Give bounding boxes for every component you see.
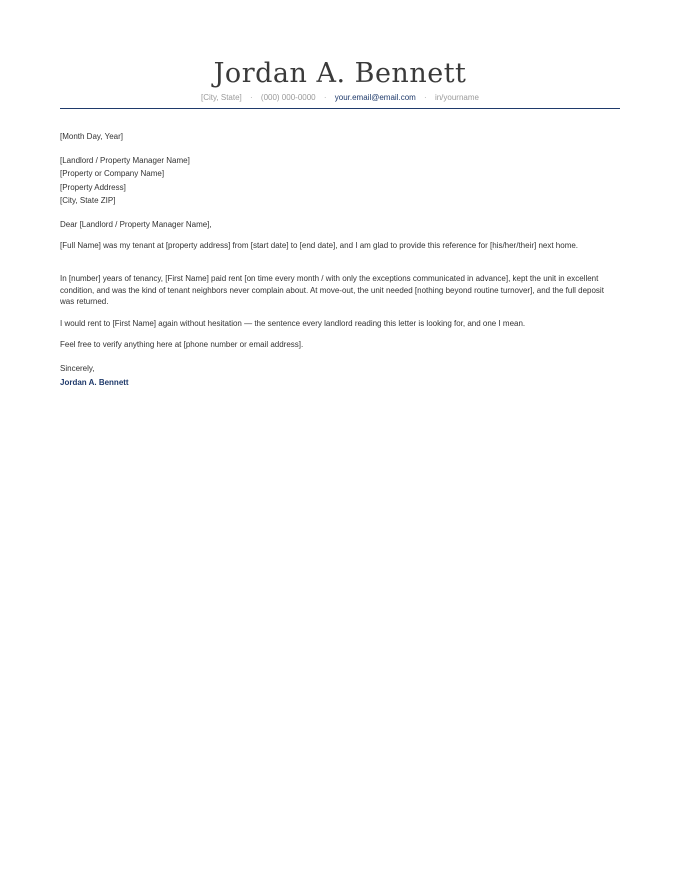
sender-name: Jordan A. Bennett <box>213 58 467 89</box>
recipient-address: [Property Address] <box>60 182 126 192</box>
closing: Sincerely, <box>60 364 95 373</box>
contact-linkedin: in/yourname <box>434 93 479 102</box>
salutation: Dear [Landlord / Property Manager Name], <box>60 220 212 229</box>
contact-separator: · <box>424 93 427 102</box>
recipient-name: [Landlord / Property Manager Name] <box>60 156 190 165</box>
signature: Jordan A. Bennett <box>60 378 129 387</box>
letter-date: [Month Day, Year] <box>60 132 123 141</box>
recipient-block <box>60 154 620 207</box>
contact-email-link[interactable]: your.email@email.com <box>334 93 416 102</box>
recipient-company: [Property or Company Name] <box>60 169 165 179</box>
paragraph-3: I would rent to [First Name] again without hesitation — the sentence every landlord reading this letter is looking for, and one I mean. <box>60 319 526 328</box>
contact-city-state: [City, State] <box>201 93 242 102</box>
contact-phone: (000) 000-0000 <box>260 93 316 102</box>
contact-separator: · <box>250 93 253 102</box>
header-divider <box>60 108 620 109</box>
paragraph-1: [Full Name] was my tenant at [property address] from [start date] to [end date], and I am glad to provide this reference for [his/her/their] next home. <box>60 241 579 250</box>
paragraph-4: Feel free to verify anything here at [phone number or email address]. <box>60 340 304 349</box>
contact-line <box>0 93 680 103</box>
recipient-city-state-zip: [City, State ZIP] <box>60 195 116 205</box>
paragraph-2: In [number] years of tenancy, [First Name] paid rent [on time every month / with only the exceptions communicated in advance], kept the unit in excellent condition, and was the kind of tenant neighbors never complain about. At move-out, the unit needed [nothing beyond routine turnover], and the full deposit was returned. <box>60 274 604 306</box>
contact-separator: · <box>323 93 327 102</box>
